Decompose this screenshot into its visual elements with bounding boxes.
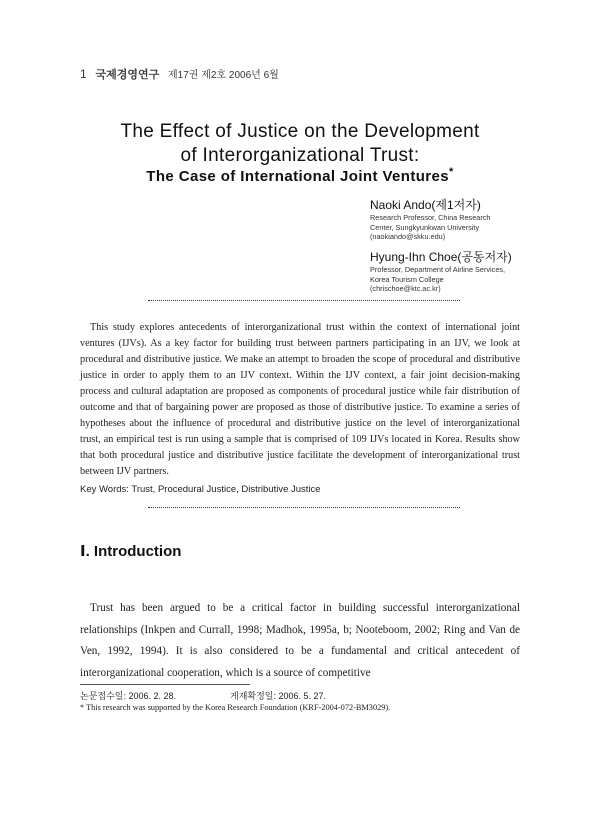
abstract: This study explores antecedents of interorganizational trust within the context of international joint ventures (IJVs). As a key factor for building trust between partners participating in an IJV, we look at procedural and distributive justice. We make an attempt to broaden the scope of procedural and distributive justice in order to apply them to an IJV context. Within the IJV context, a fair joint decision-making process and cultural adaptation are proposed as components of procedural justice while fair distribution of outcome and that of bargaining power are proposed as those of distributive justice. To examine a series of hypotheses about the influence of procedural and distributive justice on the level of interorganizational trust, an empirical test is run using a sample that is comprised of 109 IJVs located in Korea. Results show that both procedural justice and distributive justice facilitate the development of interorganizational trust between IJV partners. — [80, 322, 520, 477]
author-block-1 — [370, 196, 490, 242]
footnote-rule — [80, 684, 250, 685]
author-name: Naoki Ando(제1저자) — [370, 198, 481, 212]
paper-subtitle — [0, 166, 600, 185]
title-line-2: of Interorganizational Trust: — [180, 145, 420, 166]
dotted-divider-bottom — [148, 507, 460, 508]
author-affiliation-line: Korea Tourism College — [370, 274, 444, 284]
section-heading: Ⅰ. Introduction — [80, 543, 182, 560]
received-date: 논문접수일: 2006. 2. 28. — [80, 691, 177, 701]
author-affiliation-line: Professor, Department of Airline Services, — [370, 265, 506, 274]
paper-title — [0, 120, 600, 168]
body-paragraph: Trust has been argued to be a critical factor in building successful interorganizational relationships (Inkpen and Currall, 1998; Madhok, 1995a, b; Nooteboom, 2002; Ring and Van de Ven, 1992, 1994). It is also considered to be a fundamental and critical antecedent of interorganizational cooperation, which is a source of competitive — [80, 602, 520, 679]
accepted-date: 게재확정일: 2006. 5. 27. — [230, 691, 327, 701]
author-affiliation-line: Center, Sungkyunkwan University — [370, 222, 480, 232]
author-name: Hyung-Ihn Choe(공동저자) — [370, 250, 512, 264]
subtitle-footnote-mark: * — [449, 166, 454, 178]
journal-name: 국제경영연구 — [95, 69, 160, 81]
footnote-funding: * This research was supported by the Korea Research Foundation (KRF-2004-072-BM3029). — [80, 703, 391, 712]
running-header — [80, 66, 279, 82]
author-email: (chrischoe@ktc.ac.kr) — [370, 284, 441, 293]
author-affiliation-line: Research Professor, China Research — [370, 213, 491, 222]
title-line-1: The Effect of Justice on the Development — [120, 121, 480, 142]
issue-info: 제17권 제2호 2006년 6월 — [168, 70, 279, 81]
dotted-divider-top — [148, 300, 460, 301]
keywords: Key Words: Trust, Procedural Justice, Distributive Justice — [80, 484, 321, 495]
author-block-2 — [370, 248, 512, 294]
footnote-dates — [80, 689, 327, 702]
subtitle-text: The Case of International Joint Ventures — [146, 168, 450, 185]
author-email: (naokiando@skku.edu) — [370, 232, 446, 241]
page-number: 1 — [80, 67, 87, 81]
